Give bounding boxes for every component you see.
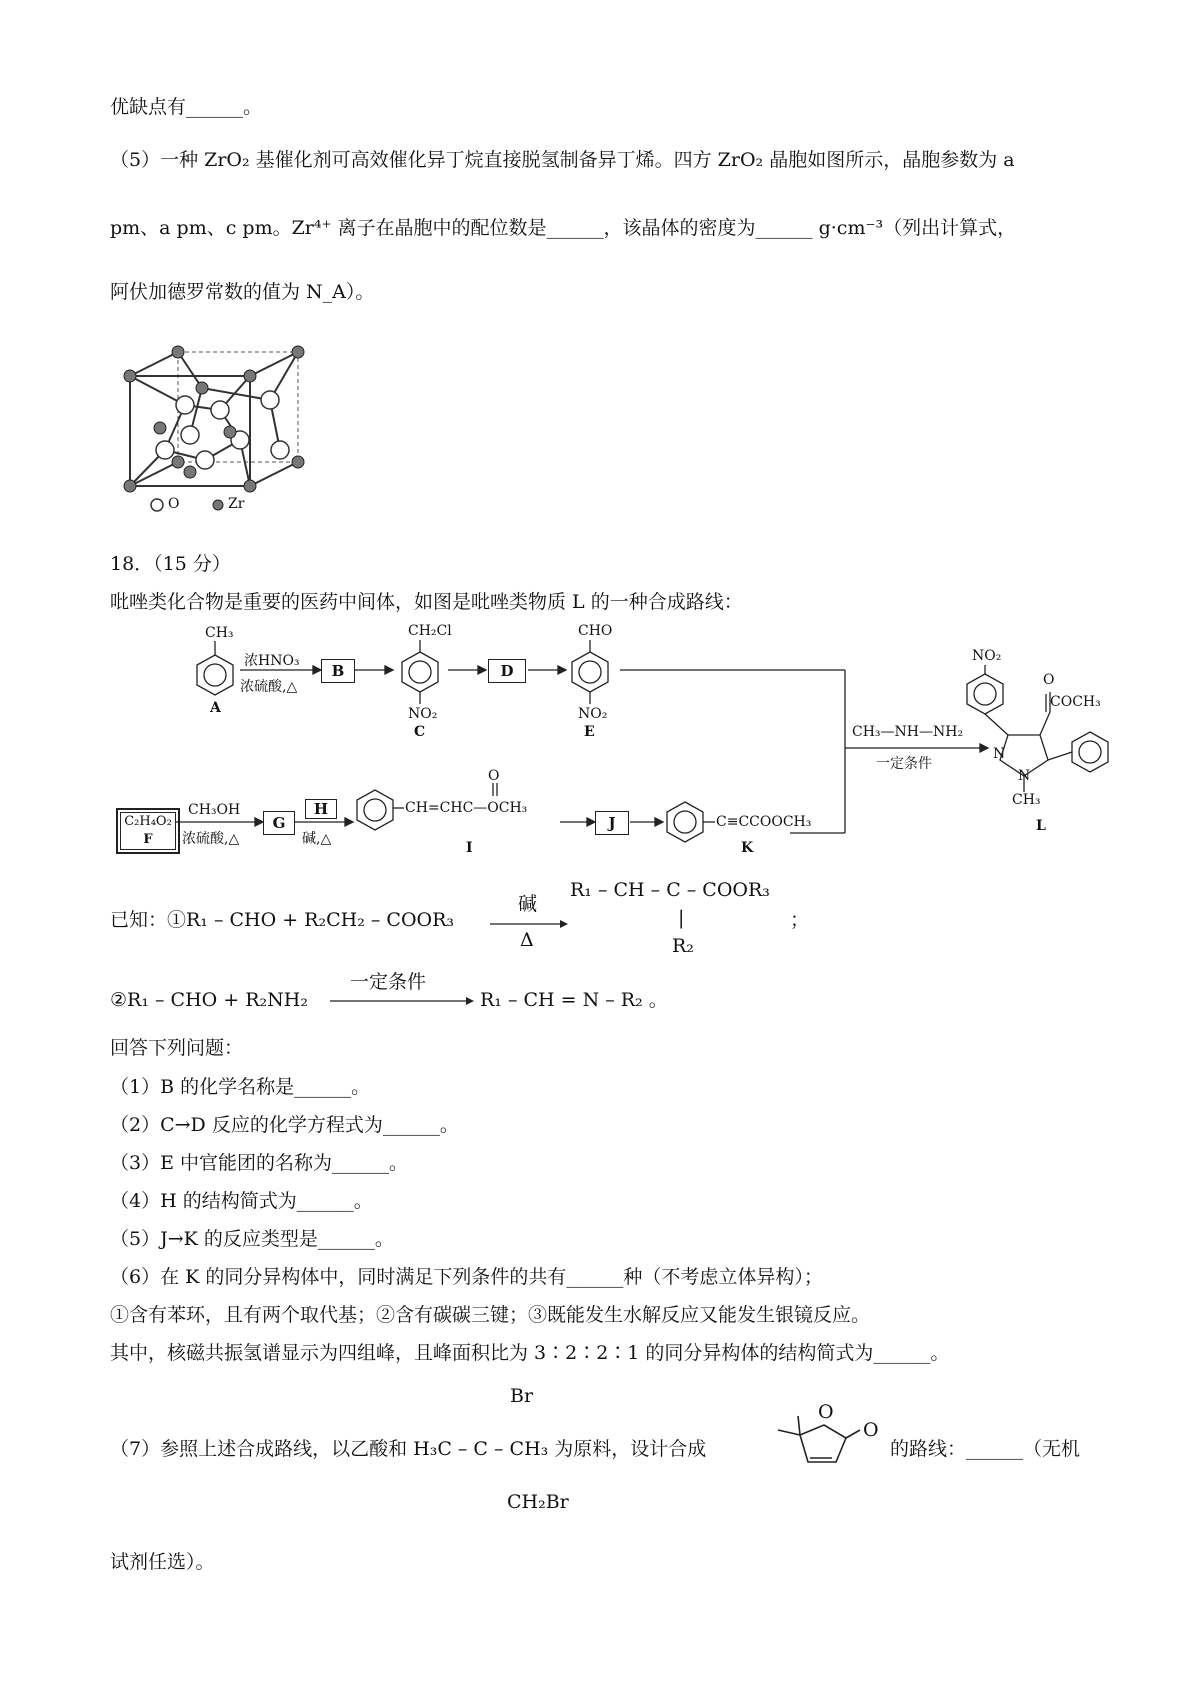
scheme-h-box: H xyxy=(305,799,337,819)
known-reaction-1: 已知：①R₁ – CHO + R₂CH₂ – COOR₃ xyxy=(110,909,455,931)
q17-part5-line2: pm、a pm、c pm。Zr⁴⁺ 离子在晶胞中的配位数是______，该晶体的密度为______ g·cm⁻³（列出计算式， xyxy=(110,217,1017,239)
q18-heading: 18．（15 分） xyxy=(110,553,231,575)
question-7-prefix: （7）参照上述合成路线，以乙酸和 H₃C – C – CH₃ 为原料，设计合成 xyxy=(110,1438,707,1460)
question-7-ch2br: CH₂Br xyxy=(507,1491,569,1513)
scheme-j-box: J xyxy=(595,811,629,835)
known-reaction-1-cond-top: 碱 xyxy=(518,893,538,915)
scheme-c-sub-top: CH₂Cl xyxy=(408,623,452,639)
question-5: （5）J→K 的反应类型是______。 xyxy=(110,1228,394,1250)
known-reaction-2-product: R₁ – CH = N – R₂ 。 xyxy=(480,989,668,1011)
legend-o-label: O xyxy=(168,496,180,512)
answer-intro: 回答下列问题： xyxy=(110,1037,244,1059)
question-6-conditions: ①含有苯环，且有两个取代基；②含有碳碳三键；③既能发生水解反应又能发生银镜反应。 xyxy=(110,1304,871,1326)
scheme-k-label: K xyxy=(741,840,754,856)
scheme-e-label: E xyxy=(584,724,595,740)
known-reaction-2: ②R₁ – CHO + R₂NH₂ xyxy=(110,989,308,1011)
legend-zr-label: Zr xyxy=(228,496,245,512)
known-reaction-2-cond: 一定条件 xyxy=(350,971,427,993)
scheme-reagent-l2: 一定条件 xyxy=(876,756,932,772)
question-4: （4）H 的结构简式为______。 xyxy=(110,1190,373,1212)
scheme-d-box: D xyxy=(488,659,526,683)
question-3: （3）E 中官能团的名称为______。 xyxy=(110,1152,408,1174)
scheme-f-label: F xyxy=(143,832,153,847)
scheme-l-ch3: CH₃ xyxy=(1012,792,1041,808)
target-lactone-carbonyl-o: O xyxy=(863,1419,879,1441)
scheme-a-label: A xyxy=(210,700,221,716)
question-7-suffix: 的路线：______（无机 xyxy=(890,1438,1081,1460)
known-reaction-1-cond-bot: Δ xyxy=(520,929,534,951)
scheme-l-label: L xyxy=(1036,818,1046,834)
scheme-l-no2: NO₂ xyxy=(972,648,1002,664)
question-2: （2）C→D 反应的化学方程式为______。 xyxy=(110,1114,459,1136)
scheme-i-chain: CH=CHC—OCH₃ xyxy=(405,800,528,816)
scheme-l-n2: N xyxy=(1018,768,1031,784)
scheme-e-sub-bot: NO₂ xyxy=(578,706,608,722)
scheme-g-box: G xyxy=(263,811,295,835)
scheme-i-o: O xyxy=(488,768,500,784)
scheme-c-sub-bot: NO₂ xyxy=(408,706,438,722)
scheme-l-ester: COCH₃ xyxy=(1050,694,1101,710)
known-reaction-1-arrow xyxy=(490,920,570,928)
scheme-reagent-f1: CH₃OH xyxy=(188,802,241,818)
question-7-br: Br xyxy=(510,1385,534,1407)
question-6-nmr: 其中，核磁共振氢谱显示为四组峰，且峰面积比为 3∶2∶2∶1 的同分异构体的结构简式为______。 xyxy=(110,1342,950,1364)
scheme-l-n1: N xyxy=(993,746,1006,762)
target-lactone-ring-o: O xyxy=(818,1401,834,1423)
known-reaction-1-end: ； xyxy=(790,909,810,931)
scheme-k-chain: C≡CCOOCH₃ xyxy=(716,814,812,830)
scheme-f-formula: C₂H₄O₂ xyxy=(124,814,172,829)
scheme-e-sub-top: CHO xyxy=(578,623,613,639)
scheme-reagent-l1: CH₃—NH—NH₂ xyxy=(852,724,964,740)
known-reaction-1-product: R₁ – CH – C – COOR₃ xyxy=(570,879,770,901)
question-1: （1）B 的化学名称是______。 xyxy=(110,1076,371,1098)
known-reaction-1-r2: R₂ xyxy=(672,935,694,957)
q18-intro: 吡唑类化合物是重要的医药中间体，如图是吡唑类物质 L 的一种合成路线： xyxy=(110,591,743,613)
scheme-reagent-a1: 浓HNO₃ xyxy=(244,653,300,669)
scheme-reagent-f2: 浓硫酸,△ xyxy=(182,831,240,847)
known-reaction-1-bond: | xyxy=(678,907,685,929)
question-7-end: 试剂任选）。 xyxy=(110,1551,215,1573)
question-6: （6）在 K 的同分异构体中，同时满足下列条件的共有______种（不考虑立体异构）； xyxy=(110,1266,823,1288)
scheme-c-label: C xyxy=(414,724,426,740)
q17-part5-line1: （5）一种 ZrO₂ 基催化剂可高效催化异丁烷直接脱氢制备异丁烯。四方 ZrO₂ 晶胞如图所示，晶胞参数为 a xyxy=(110,149,1015,171)
known-reaction-2-arrow xyxy=(330,997,480,1005)
scheme-reagent-a2: 浓硫酸,△ xyxy=(240,679,298,695)
scheme-a-sub: CH₃ xyxy=(205,625,234,641)
q17-tail: 优缺点有______。 xyxy=(110,96,263,118)
scheme-f-box xyxy=(116,808,180,854)
q17-part5-line3: 阿伏加德罗常数的值为 N_A）。 xyxy=(110,281,375,303)
scheme-l-o: O xyxy=(1043,672,1055,688)
scheme-i-label: I xyxy=(466,840,473,856)
scheme-b-box: B xyxy=(321,659,355,683)
scheme-reagent-h2: 碱,△ xyxy=(302,831,332,847)
